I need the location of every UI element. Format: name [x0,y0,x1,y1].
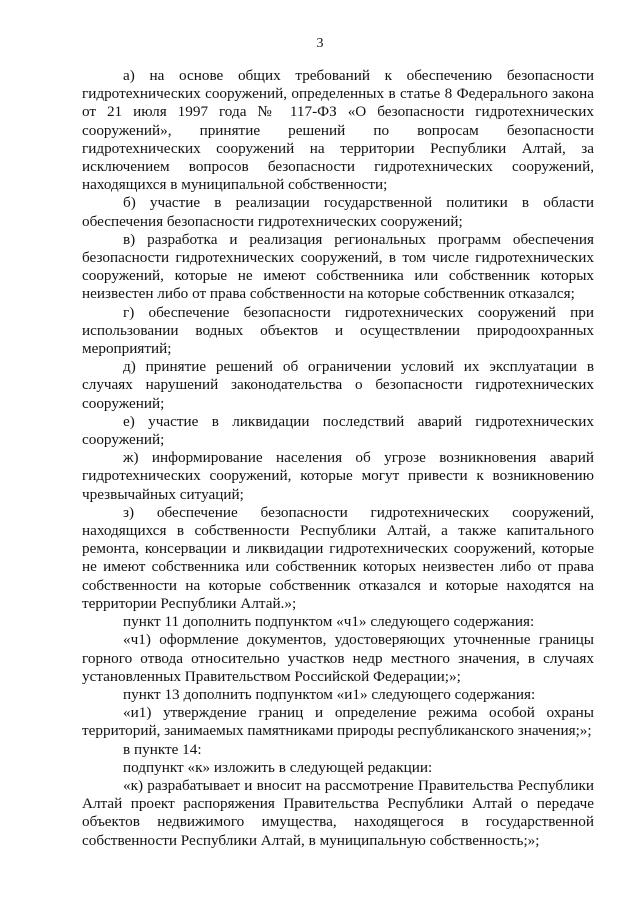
paragraph-g: г) обеспечение безопасности гидротехнических сооружений при использовании водных объектов и осуществлении природоохранных мероприятий; [82,303,594,358]
paragraph-subpoint-k-intro: подпункт «к» изложить в следующей редакции: [123,758,433,776]
paragraph-z: з) обеспечение безопасности гидротехнических сооружений, находящихся в собственности Республики Алтай, а также капитального ремонта, консервации и ликвидации гидротехнических сооружений, которые не имеют собственника или собственник которых неизвестен либо от права собственности на которые собственник отказался и которые находятся на территории Республики Алтай.»; [82,503,594,612]
paragraph-b: б) участие в реализации государственной политики в области обеспечения безопасности гидротехнических сооружений; [82,194,594,230]
paragraph-point-13: пункт 13 дополнить подпунктом «и1» следующего содержания: [123,685,536,703]
paragraph-k: «к) разрабатывает и вносит на рассмотрение Правительства Республики Алтай проект распоряжения Правительства Республики Алтай о передаче объектов недвижимого имущества, находящегося в государственной собственности Республики Алтай, в муниципальную собственность;»; [82,776,594,849]
paragraph-e: е) участие в ликвидации последствий аварий гидротехнических сооружений; [82,412,594,449]
paragraph-a: а) на основе общих требований к обеспечению безопасности гидротехнических сооружений, определенных в статье 8 Федерального закона от 21 июля 1997 года № 117-ФЗ «О безопасности гидротехнических сооружений», принятие решений по вопросам безопасности гидротехнических сооружений на территории Республики Алтай, за исключением вопросов безопасности гидротехнических сооружений, находящихся в муниципальной собственности; [82,67,594,194]
page-number: 3 [316,36,324,51]
paragraph-i1: «и1) утверждение границ и определение режима особой охраны территорий, занимаемых памятниками природы республиканского значения;»; [82,704,594,740]
document-body [82,67,594,850]
paragraph-d: д) принятие решений об ограничении условий их эксплуатации в случаях нарушений законодательства о безопасности гидротехнических сооружений; [82,358,594,412]
paragraph-ch1: «ч1) оформление документов, удостоверяющих уточненные границы горного отвода относительно участков недр местного значения, в случаях установленных Правительством Российской Федерации;»; [82,631,594,685]
paragraph-point-14: в пункте 14: [123,740,202,758]
paragraph-point-11: пункт 11 дополнить подпунктом «ч1» следующего содержания: [123,613,535,631]
paragraph-zh: ж) информирование населения об угрозе возникновения аварий гидротехнических сооружений, которые могут привести к возникновению чрезвычайных ситуаций; [82,449,594,503]
paragraph-v: в) разработка и реализация региональных программ обеспечения безопасности гидротехнических сооружений, в том числе гидротехнических сооружений, которые не имеют собственника или собственник которых неизвестен либо от права собственности на которые собственник отказался; [82,230,594,303]
